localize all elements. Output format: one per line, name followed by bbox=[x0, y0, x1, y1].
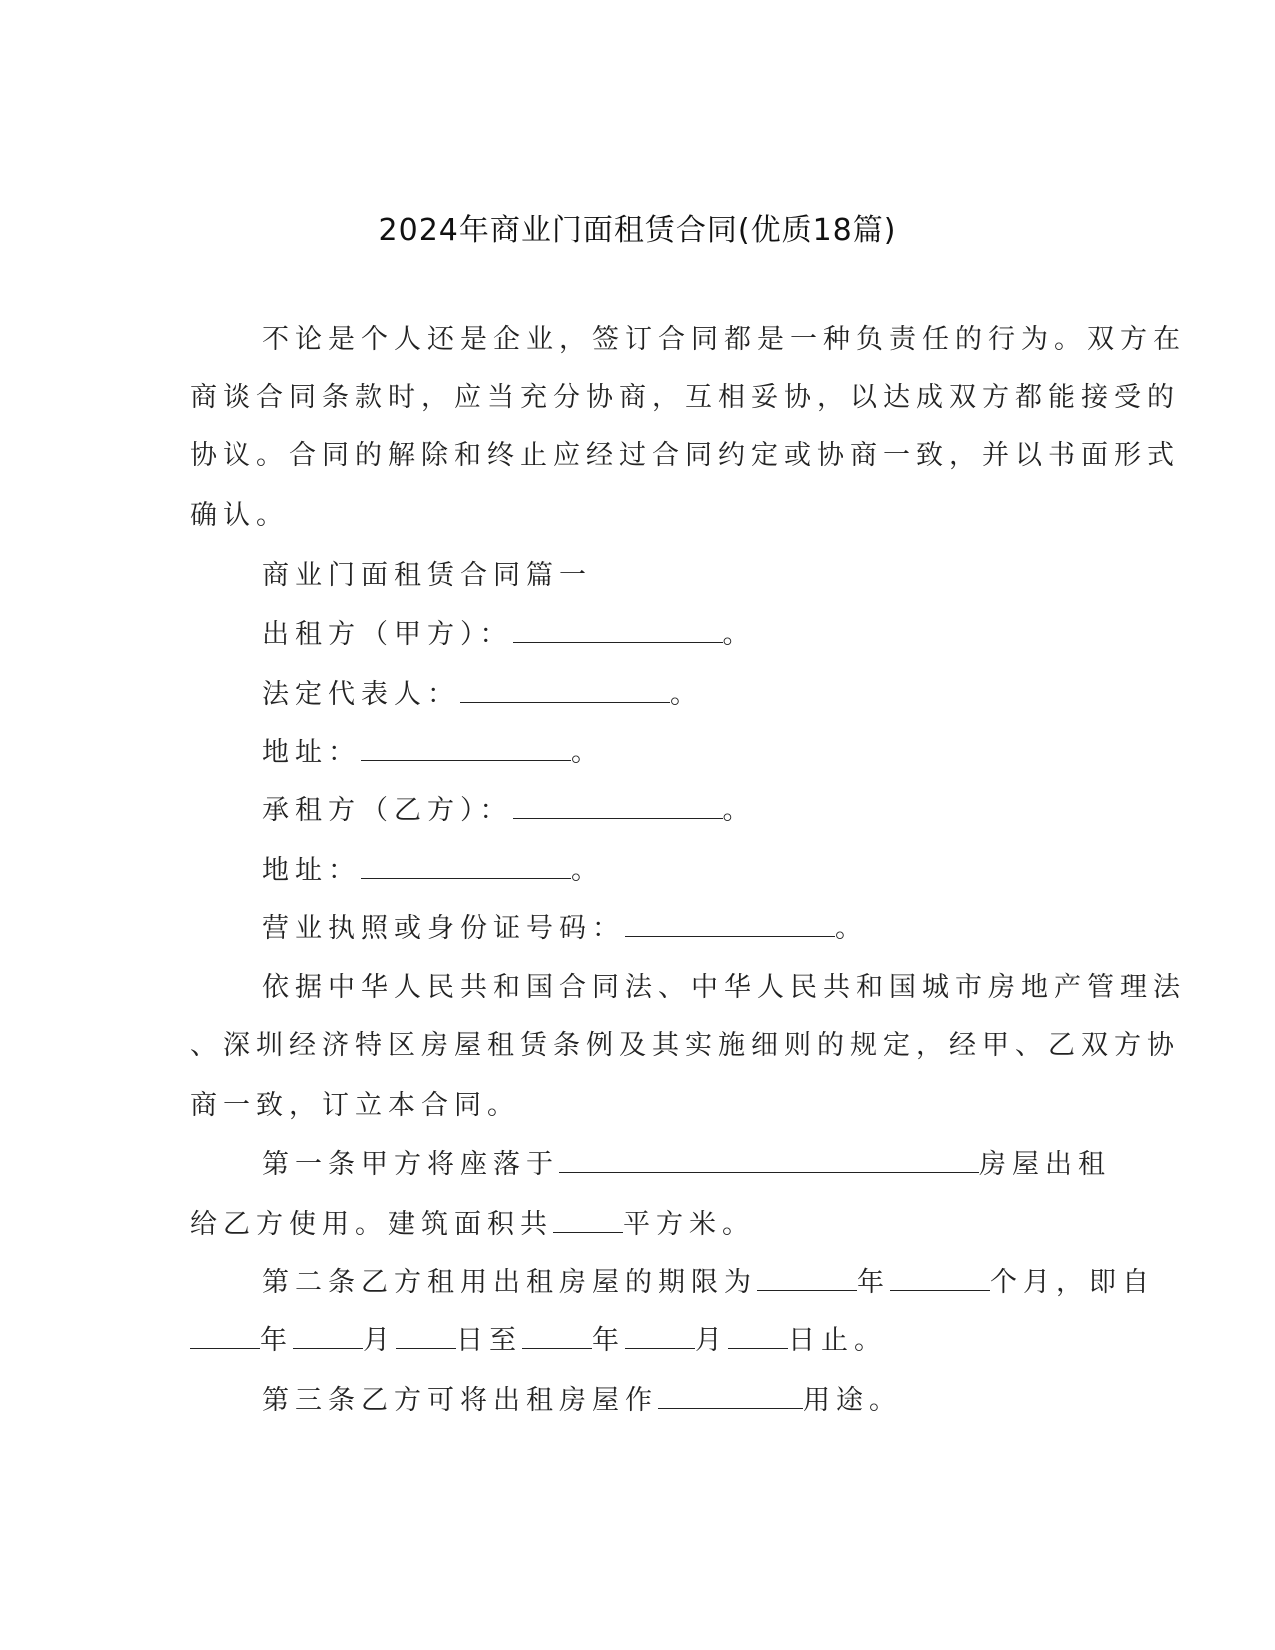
article-3-line-1 bbox=[190, 1380, 1070, 1421]
license-blank bbox=[625, 908, 835, 937]
intro-line-1: 不论是个人还是企业，签订合同都是一种负责任的行为。双方在 bbox=[262, 324, 1186, 355]
address-1-blank bbox=[361, 732, 571, 761]
location-blank bbox=[559, 1144, 979, 1173]
article-2-year: 年 bbox=[260, 1325, 293, 1356]
field-address-2-label: 地址： bbox=[262, 855, 361, 886]
field-lessee-label: 承租方（乙方）： bbox=[262, 795, 513, 826]
legal-rep-blank bbox=[460, 674, 670, 703]
lessee-blank bbox=[513, 790, 723, 819]
article-1-text-d: 平方米。 bbox=[623, 1209, 755, 1240]
field-end: 。 bbox=[670, 679, 703, 710]
area-blank bbox=[553, 1204, 623, 1233]
article-3-text-b: 用途。 bbox=[803, 1385, 902, 1416]
article-2-day-to: 日止。 bbox=[788, 1325, 887, 1356]
article-1-line-1 bbox=[190, 1144, 1111, 1185]
term-years-blank bbox=[757, 1262, 857, 1291]
article-1-text-c: 给乙方使用。建筑面积共 bbox=[190, 1209, 553, 1240]
usage-blank bbox=[658, 1380, 803, 1409]
end-day-blank bbox=[728, 1320, 788, 1349]
field-end: 。 bbox=[571, 855, 604, 886]
lessor-blank bbox=[513, 614, 723, 643]
basis-line-1: 依据中华人民共和国合同法、中华人民共和国城市房地产管理法 bbox=[262, 972, 1186, 1003]
field-lessor bbox=[190, 614, 1070, 655]
address-2-blank bbox=[361, 850, 571, 879]
intro-line-4: 确认。 bbox=[190, 500, 289, 531]
field-legal-rep bbox=[190, 674, 1070, 715]
end-month-blank bbox=[625, 1320, 695, 1349]
field-end: 。 bbox=[835, 913, 868, 944]
field-address-1 bbox=[190, 732, 1070, 773]
start-year-blank bbox=[190, 1320, 260, 1349]
start-day-blank bbox=[396, 1320, 456, 1349]
field-address-1-label: 地址： bbox=[262, 737, 361, 768]
start-month-blank bbox=[293, 1320, 363, 1349]
field-license bbox=[190, 908, 1070, 949]
field-legal-rep-label: 法定代表人： bbox=[262, 679, 460, 710]
article-2-year: 年 bbox=[592, 1325, 625, 1356]
field-lessor-label: 出租方（甲方）： bbox=[262, 619, 513, 650]
field-lessee bbox=[190, 790, 1070, 831]
field-license-label: 营业执照或身份证号码： bbox=[262, 913, 625, 944]
article-2-year: 年 bbox=[857, 1267, 890, 1298]
article-2-month: 月 bbox=[363, 1325, 396, 1356]
field-address-2 bbox=[190, 850, 1070, 891]
section-heading: 商业门面租赁合同篇一 bbox=[262, 560, 592, 591]
article-1-line-2 bbox=[190, 1204, 1070, 1245]
basis-line-3: 商一致，订立本合同。 bbox=[190, 1090, 520, 1121]
intro-line-3: 协议。合同的解除和终止应经过合同约定或协商一致，并以书面形式 bbox=[190, 440, 1180, 471]
article-1-text-a: 第一条甲方将座落于 bbox=[262, 1149, 559, 1180]
end-year-blank bbox=[522, 1320, 592, 1349]
article-2-month: 月 bbox=[695, 1325, 728, 1356]
field-end: 。 bbox=[722, 619, 756, 650]
field-end: 。 bbox=[571, 737, 604, 768]
article-2-day-from: 日至 bbox=[456, 1325, 522, 1356]
term-months-blank bbox=[890, 1262, 990, 1291]
article-2-line-2 bbox=[190, 1320, 1070, 1361]
article-2-text-b: 个月，即自 bbox=[990, 1267, 1155, 1298]
article-2-line-1 bbox=[190, 1262, 1155, 1303]
field-end: 。 bbox=[722, 795, 756, 826]
intro-line-2: 商谈合同条款时，应当充分协商，互相妥协，以达成双方都能接受的 bbox=[190, 382, 1180, 413]
article-1-text-b: 房屋出租 bbox=[979, 1149, 1111, 1180]
article-2-text-a: 第二条乙方租用出租房屋的期限为 bbox=[262, 1267, 757, 1298]
article-3-text-a: 第三条乙方可将出租房屋作 bbox=[262, 1385, 658, 1416]
document-title: 2024年商业门面租赁合同(优质18篇) bbox=[378, 213, 897, 248]
basis-line-2: 、深圳经济特区房屋租赁条例及其实施细则的规定，经甲、乙双方协 bbox=[190, 1030, 1180, 1061]
